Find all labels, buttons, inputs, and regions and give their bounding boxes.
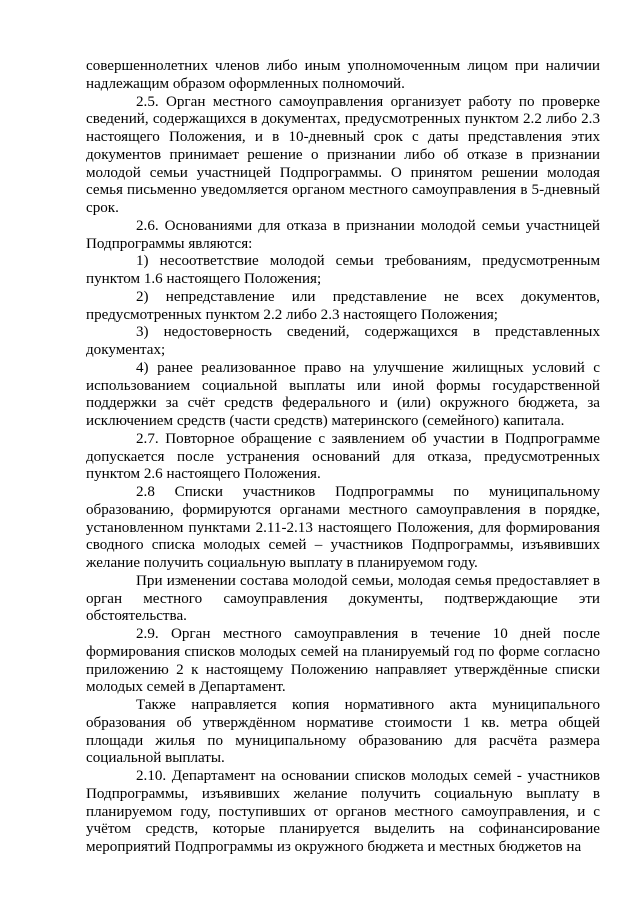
paragraph-2-6: 2.6. Основаниями для отказа в признании молодой семьи участницей Подпрограммы являются: (86, 217, 600, 252)
list-item-3: 3) недостоверность сведений, содержащихся в представленных документах; (86, 324, 600, 358)
paragraph-continuation: совершеннолетних членов либо иным уполномоченным лицом при наличии надлежащим образом оформленных полномочий. (86, 58, 600, 92)
paragraph-2-7: 2.7. Повторное обращение с заявлением об участии в Подпрограмме допускается после устранения оснований для отказа, предусмотренных пунктом 2.6 настоящего Положения. (86, 430, 600, 483)
list-item-2: 2) непредставление или представление не всех документов, предусмотренных пунктом 2.2 либо 2.3 настоящего Положения; (86, 288, 600, 323)
paragraph-normative-act: Также направляется копия нормативного акта муниципального образования об утверждённом нормативе стоимости 1 кв. метра общей площади жилья по муниципальному образованию для расчёта размера социальной выплаты. (86, 697, 600, 767)
paragraph-2-10: 2.10. Департамент на основании списков молодых семей - участников Подпрограммы, изъявивших желание получить социальную выплату в планируемом году, поступивших от органов местного самоуправления, и с учётом средств, которые планируется выделить на софинансирование мероприятий Подпрограммы из окружного бюджета и местных бюджетов на (86, 768, 600, 855)
paragraph-2-5: 2.5. Орган местного самоуправления организует работу по проверке сведений, содержащихся в документах, предусмотренных пунктом 2.2 либо 2.3 настоящего Положения, и в 10-дневный срок с даты представления этих документов принимает решение о признании либо об отказе в признании молодой семьи участницей Подпрограммы. О принятом решении молодая семья письменно уведомляется органом местного самоуправления в 5-дневный срок. (86, 93, 600, 216)
paragraph-2-8: 2.8 Списки участников Подпрограммы по муниципальному образованию, формируются органами местного самоуправления в порядке, установленном пунктами 2.11-2.13 настоящего Положения, для формирования сводного списка молодых семей – участников Подпрограммы, изъявивших желание получить социальную выплату в планируемом году. (86, 484, 600, 571)
document-page (86, 58, 600, 857)
list-item-4: 4) ранее реализованное право на улучшение жилищных условий с использованием социальной выплаты или иной формы государственной поддержки за счёт средств федерального и (или) окружного бюджета, за исключением средств (части средств) материнского (семейного) капитала. (86, 359, 600, 429)
paragraph-2-9: 2.9. Орган местного самоуправления в течение 10 дней после формирования списков молодых семей на планируемый год по форме согласно приложению 2 к настоящему Положению направляет утверждённые списки молодых семей в Департамент. (86, 626, 600, 696)
paragraph-family-change: При изменении состава молодой семьи, молодая семья предоставляет в орган местного самоуправления документы, подтверждающие эти обстоятельства. (86, 572, 600, 625)
list-item-1: 1) несоответствие молодой семьи требованиям, предусмотренным пунктом 1.6 настоящего Положения; (86, 253, 600, 287)
